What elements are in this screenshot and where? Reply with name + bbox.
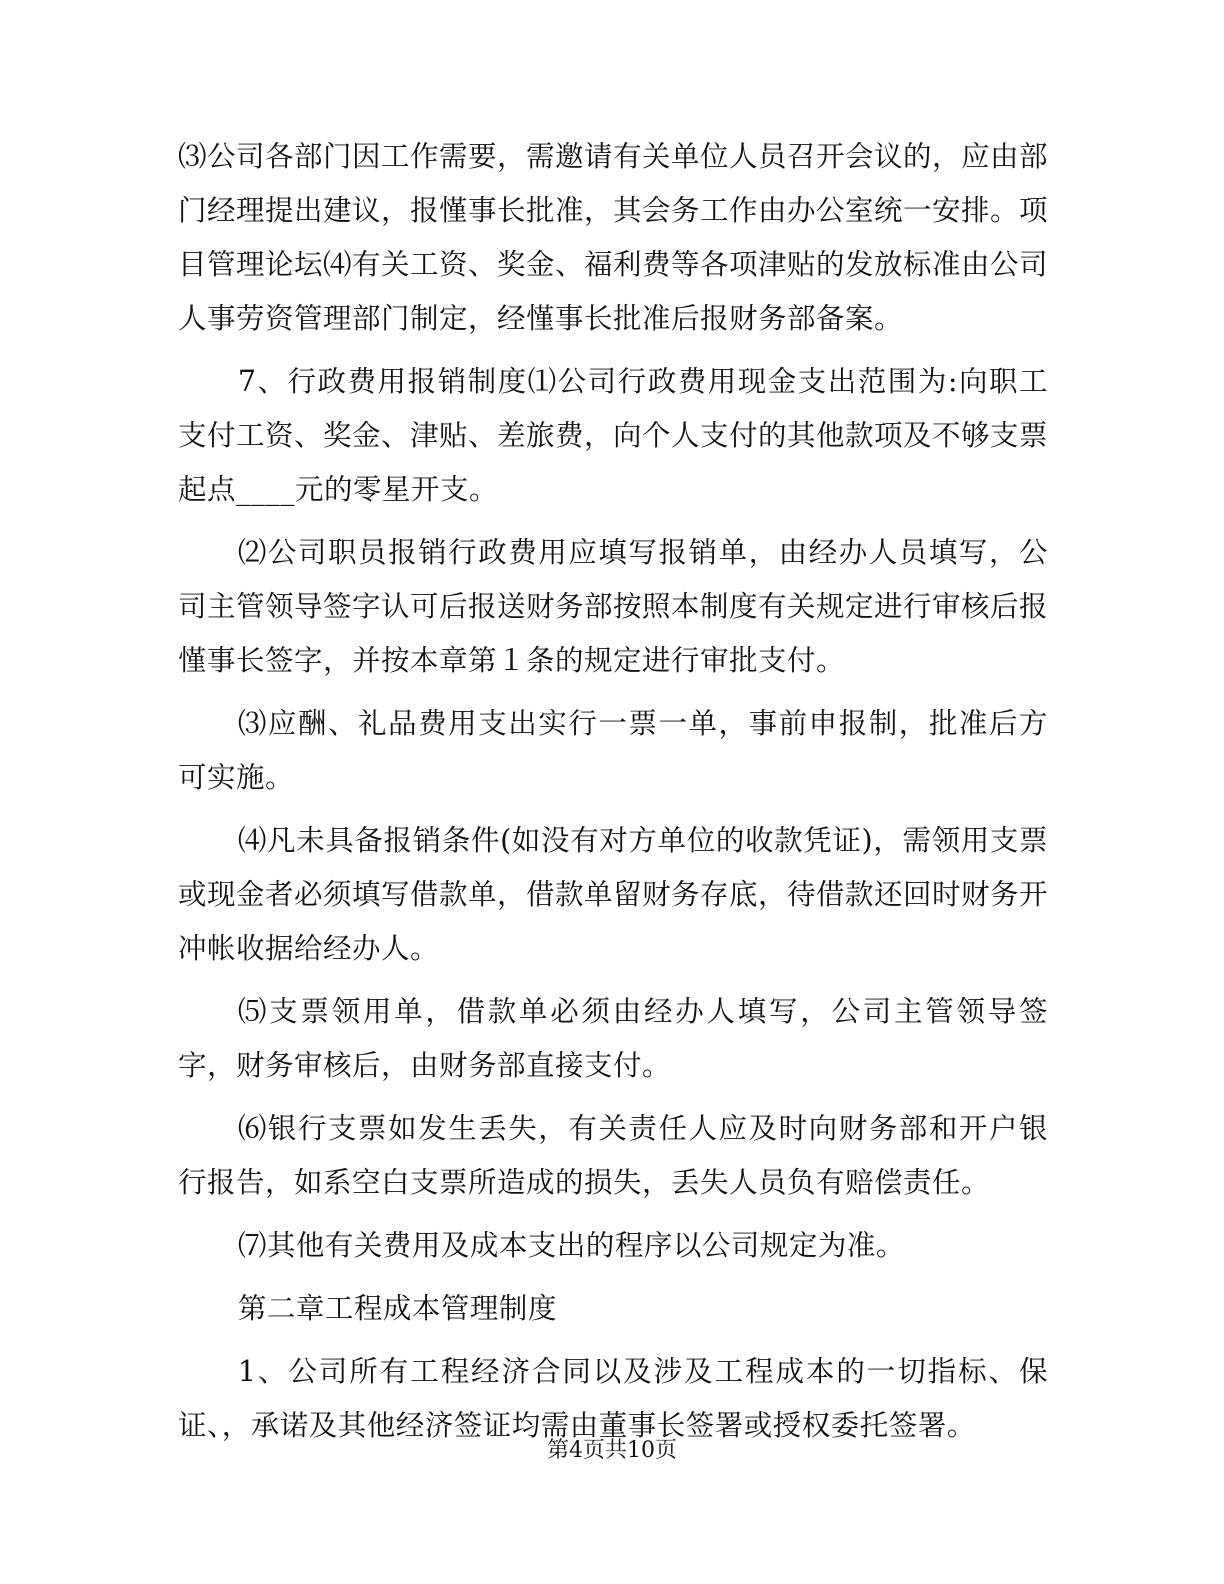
paragraph-lost-cheque: ⑹银行支票如发生丢失，有关责任人应及时向财务部和开户银行报告，如系空白支票所造成的损失，丢失人员负有赔偿责任。 <box>178 1112 1048 1199</box>
document-body <box>178 130 1048 1462</box>
chapter-heading: 第二章工程成本管理制度 <box>237 1292 557 1325</box>
paragraph-loan-slip: ⑷凡未具备报销条件(如没有对方单位的收款凭证)，需领用支票或现金者必须填写借款单，借款单留财务存底，待借款还回时财务开冲帐收据给经办人。 <box>178 824 1049 965</box>
paragraph-contract-signing: 1、公司所有工程经济合同以及涉及工程成本的一切指标、保证、，承诺及其他经济签证均需由董事长签署或授权委托签署。 <box>178 1355 1048 1442</box>
paragraph-meeting-rules: ⑶公司各部门因工作需要，需邀请有关单位人员召开会议的，应由部门经理提出建议，报慬事长批准，其会务工作由办公室统一安排。项目管理论坛⑷有关工资、奖金、福利费等各项津贴的发放标准由公司人事劳资管理部门制定，经慬事长批准后报财务部备案。 <box>178 140 1049 335</box>
paragraph-entertainment-gifts: ⑶应酬、礼品费用支出实行一票一单，事前申报制，批准后方可实施。 <box>178 707 1048 794</box>
paragraph-admin-expense-scope: 7、行政费用报销制度⑴公司行政费用现金支出范围为:向职工支付工资、奖金、津贴、差旅费，向个人支付的其他款项及不够支票起点____元的零星开支。 <box>178 365 1049 506</box>
paragraph-expense-reimbursement: ⑵公司职员报销行政费用应填写报销单，由经办人员填写，公司主管领导签字认可后报送财务部按照本制度有关规定进行审核后报慬事长签字，并按本章第１条的规定进行审批支付。 <box>178 536 1049 677</box>
page-number: 第4页共10页 <box>547 1438 677 1463</box>
paragraph-other-expenses: ⑺其他有关费用及成本支出的程序以公司规定为准。 <box>237 1229 905 1262</box>
paragraph-cheque-requisition: ⑸支票领用单，借款单必须由经办人填写，公司主管领导签字，财务审核后，由财务部直接支付。 <box>178 995 1048 1082</box>
